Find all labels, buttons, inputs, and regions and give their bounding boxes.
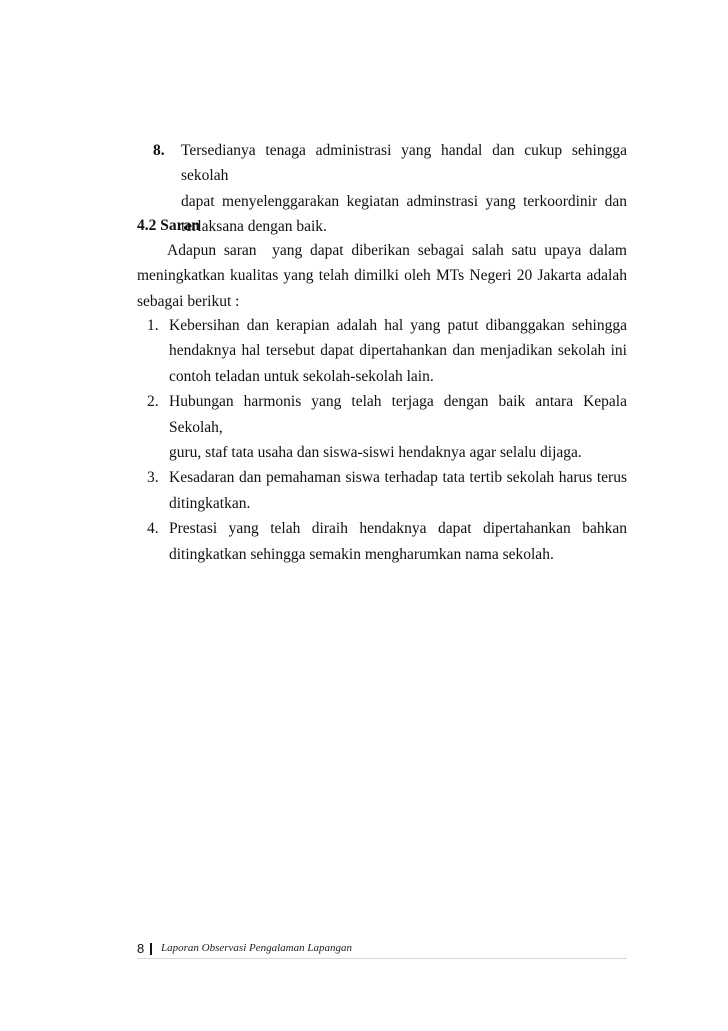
text-line: meningkatkan kualitas yang telah dimilki oleh MTs Negeri 20 Jakarta adalah [137,267,627,285]
text-line: Tersedianya tenaga administrasi yang handal dan cukup sehingga sekolah [181,142,627,185]
list-item-text [169,465,627,516]
list-item [137,313,627,389]
intro-paragraph [137,238,627,314]
text-line: Hubungan harmonis yang telah terjaga dengan baik antara Kepala Sekolah, [169,393,627,436]
text-line: guru, staf tata usaha dan siswa-siswi hendaknya agar selalu dijaga. [169,444,582,462]
list-item-text [169,313,627,389]
text-line: Kebersihan dan kerapian adalah hal yang patut dibanggakan sehingga [169,317,627,334]
footer-rule [137,958,627,959]
text-line: Kesadaran dan pemahaman siswa terhadap tata tertib sekolah harus terus [169,469,627,487]
section-heading: 4.2 Saran [137,217,200,234]
list-item-text [181,138,627,240]
list-item [137,465,627,516]
suggestion-list [137,313,627,567]
list-number: 2. [147,393,159,411]
text-line: sebagai berikut : [137,292,240,310]
text-line: terlaksana dengan baik. [181,218,327,236]
list-number: 3. [147,469,159,487]
list-number: 1. [147,317,159,334]
text-line: dapat menyelenggarakan kegiatan adminstrasi yang terkoordinir dan [181,192,627,210]
page-footer [137,941,627,959]
text-line: hendaknya hal tersebut dapat dipertahankan dan menjadikan sekolah ini [169,342,627,360]
text-line: Prestasi yang telah diraih hendaknya dapat dipertahankan bahkan [169,520,627,538]
list-item-text [169,389,627,465]
list-item [137,516,627,567]
footer-separator [150,943,152,955]
footer-title: Laporan Observasi Pengalaman Lapangan [161,942,352,954]
text-line: ditingkatkan. [169,494,251,512]
list-number: 4. [147,520,159,538]
text-line: Adapun saran yang dapat diberikan sebagai salah satu upaya dalam [167,242,627,259]
text-line: contoh teladan untuk sekolah-sekolah lain. [169,367,434,385]
page-number: 8 [137,941,145,956]
list-item-text [169,516,627,567]
list-item [137,389,627,465]
list-number: 8. [153,142,165,159]
text-line: ditingkatkan sehingga semakin mengharumkan nama sekolah. [169,545,554,563]
